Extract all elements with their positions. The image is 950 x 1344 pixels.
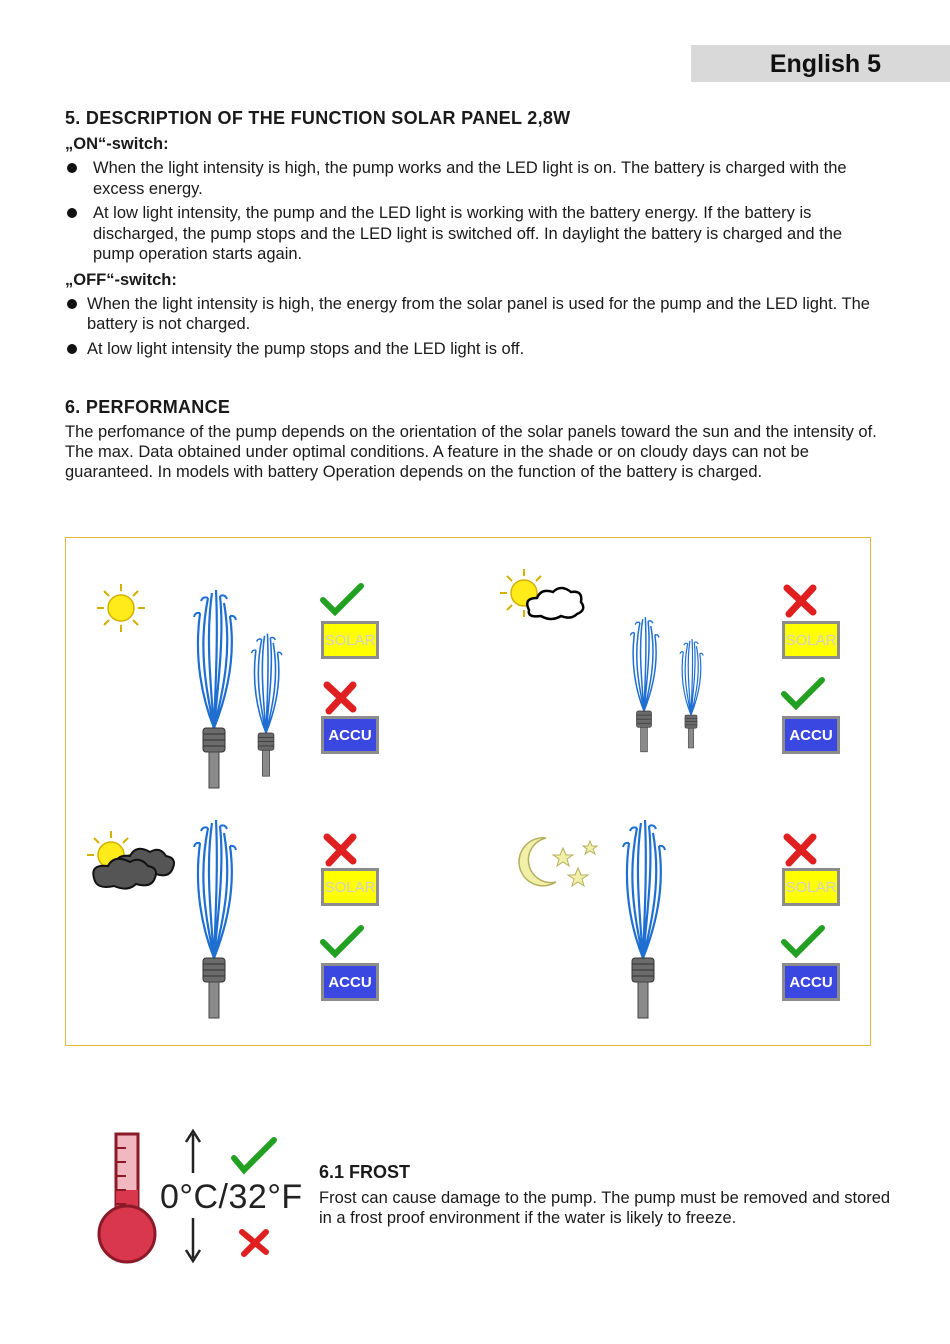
bullet-icon <box>67 344 77 354</box>
fountain-small <box>252 634 282 777</box>
accu-badge: ACCU <box>321 963 379 1001</box>
section5-title: 5. DESCRIPTION OF THE FUNCTION SOLAR PANEL 2,8W <box>65 108 571 128</box>
solar-badge: SOLAR <box>782 621 840 659</box>
accu-badge: ACCU <box>321 716 379 754</box>
bullet-icon <box>67 208 77 218</box>
sun-icon <box>97 584 145 632</box>
solar-badge: SOLAR <box>782 868 840 906</box>
page-header-label: English 5 <box>769 50 881 78</box>
check-icon <box>234 1140 274 1170</box>
accu-badge: ACCU <box>782 963 840 1001</box>
fountain-large <box>194 820 236 1018</box>
section6-title: 6. PERFORMANCE <box>65 397 231 417</box>
frost-text: Frost can cause damage to the pump. The pump must be removed and stored in a frost proof environment if the water is likely to freeze. <box>319 1189 891 1227</box>
moon-stars-icon <box>519 838 597 886</box>
list-item: When the light intensity is high, the energy from the solar panel is used for the pump and the LED light. The battery is not charged. <box>65 294 880 335</box>
down-arrow-icon <box>186 1218 200 1261</box>
page-header-tab <box>691 45 950 82</box>
list-item: At low light intensity the pump stops and the LED light is off. <box>65 339 880 360</box>
performance-figure <box>65 537 871 1046</box>
fountain-large <box>194 590 236 788</box>
figure-graphics <box>66 538 872 1047</box>
solar-badge: SOLAR <box>321 868 379 906</box>
check-icon <box>784 928 822 954</box>
accu-badge: ACCU <box>782 716 840 754</box>
up-arrow-icon <box>186 1131 200 1173</box>
off-switch-label: „OFF“-switch: <box>65 270 177 289</box>
fountain-large <box>630 617 659 752</box>
sun-cloud-icon <box>500 569 583 619</box>
check-icon <box>784 680 822 706</box>
cross-icon <box>242 1232 266 1254</box>
temperature-label: 0°C/32°F <box>160 1178 303 1216</box>
list-item: When the light intensity is high, the pump works and the LED light is on. The battery is charged with the excess energy. <box>65 158 880 199</box>
check-icon <box>323 928 361 954</box>
performance-text: The perfomance of the pump depends on the orientation of the solar panels toward the sun and the intensity of. The max. Data obtained under optimal conditions. A feature in the shade or on cloudy days can not be guaranteed. In models with battery Operation depends on the function of the battery is charged. <box>65 423 877 481</box>
cross-icon <box>327 837 353 863</box>
thermometer-icon <box>99 1134 155 1262</box>
frost-title: 6.1 FROST <box>319 1162 411 1182</box>
dark-clouds-icon <box>87 831 174 889</box>
cross-icon <box>327 685 353 711</box>
fountain-large <box>623 820 665 1018</box>
solar-badge: SOLAR <box>321 621 379 659</box>
list-item: At low light intensity, the pump and the LED light is working with the battery energy. If the battery is discharged, the pump stops and the LED light is switched off. In daylight the battery is charged and the pump operation starts again. <box>65 203 880 265</box>
check-icon <box>323 586 361 612</box>
bullet-icon <box>67 163 77 173</box>
cross-icon <box>787 588 813 614</box>
main-content <box>65 108 880 482</box>
bullet-icon <box>67 299 77 309</box>
on-switch-label: „ON“-switch: <box>65 135 169 153</box>
fountain-small <box>680 639 703 748</box>
cross-icon <box>787 837 813 863</box>
